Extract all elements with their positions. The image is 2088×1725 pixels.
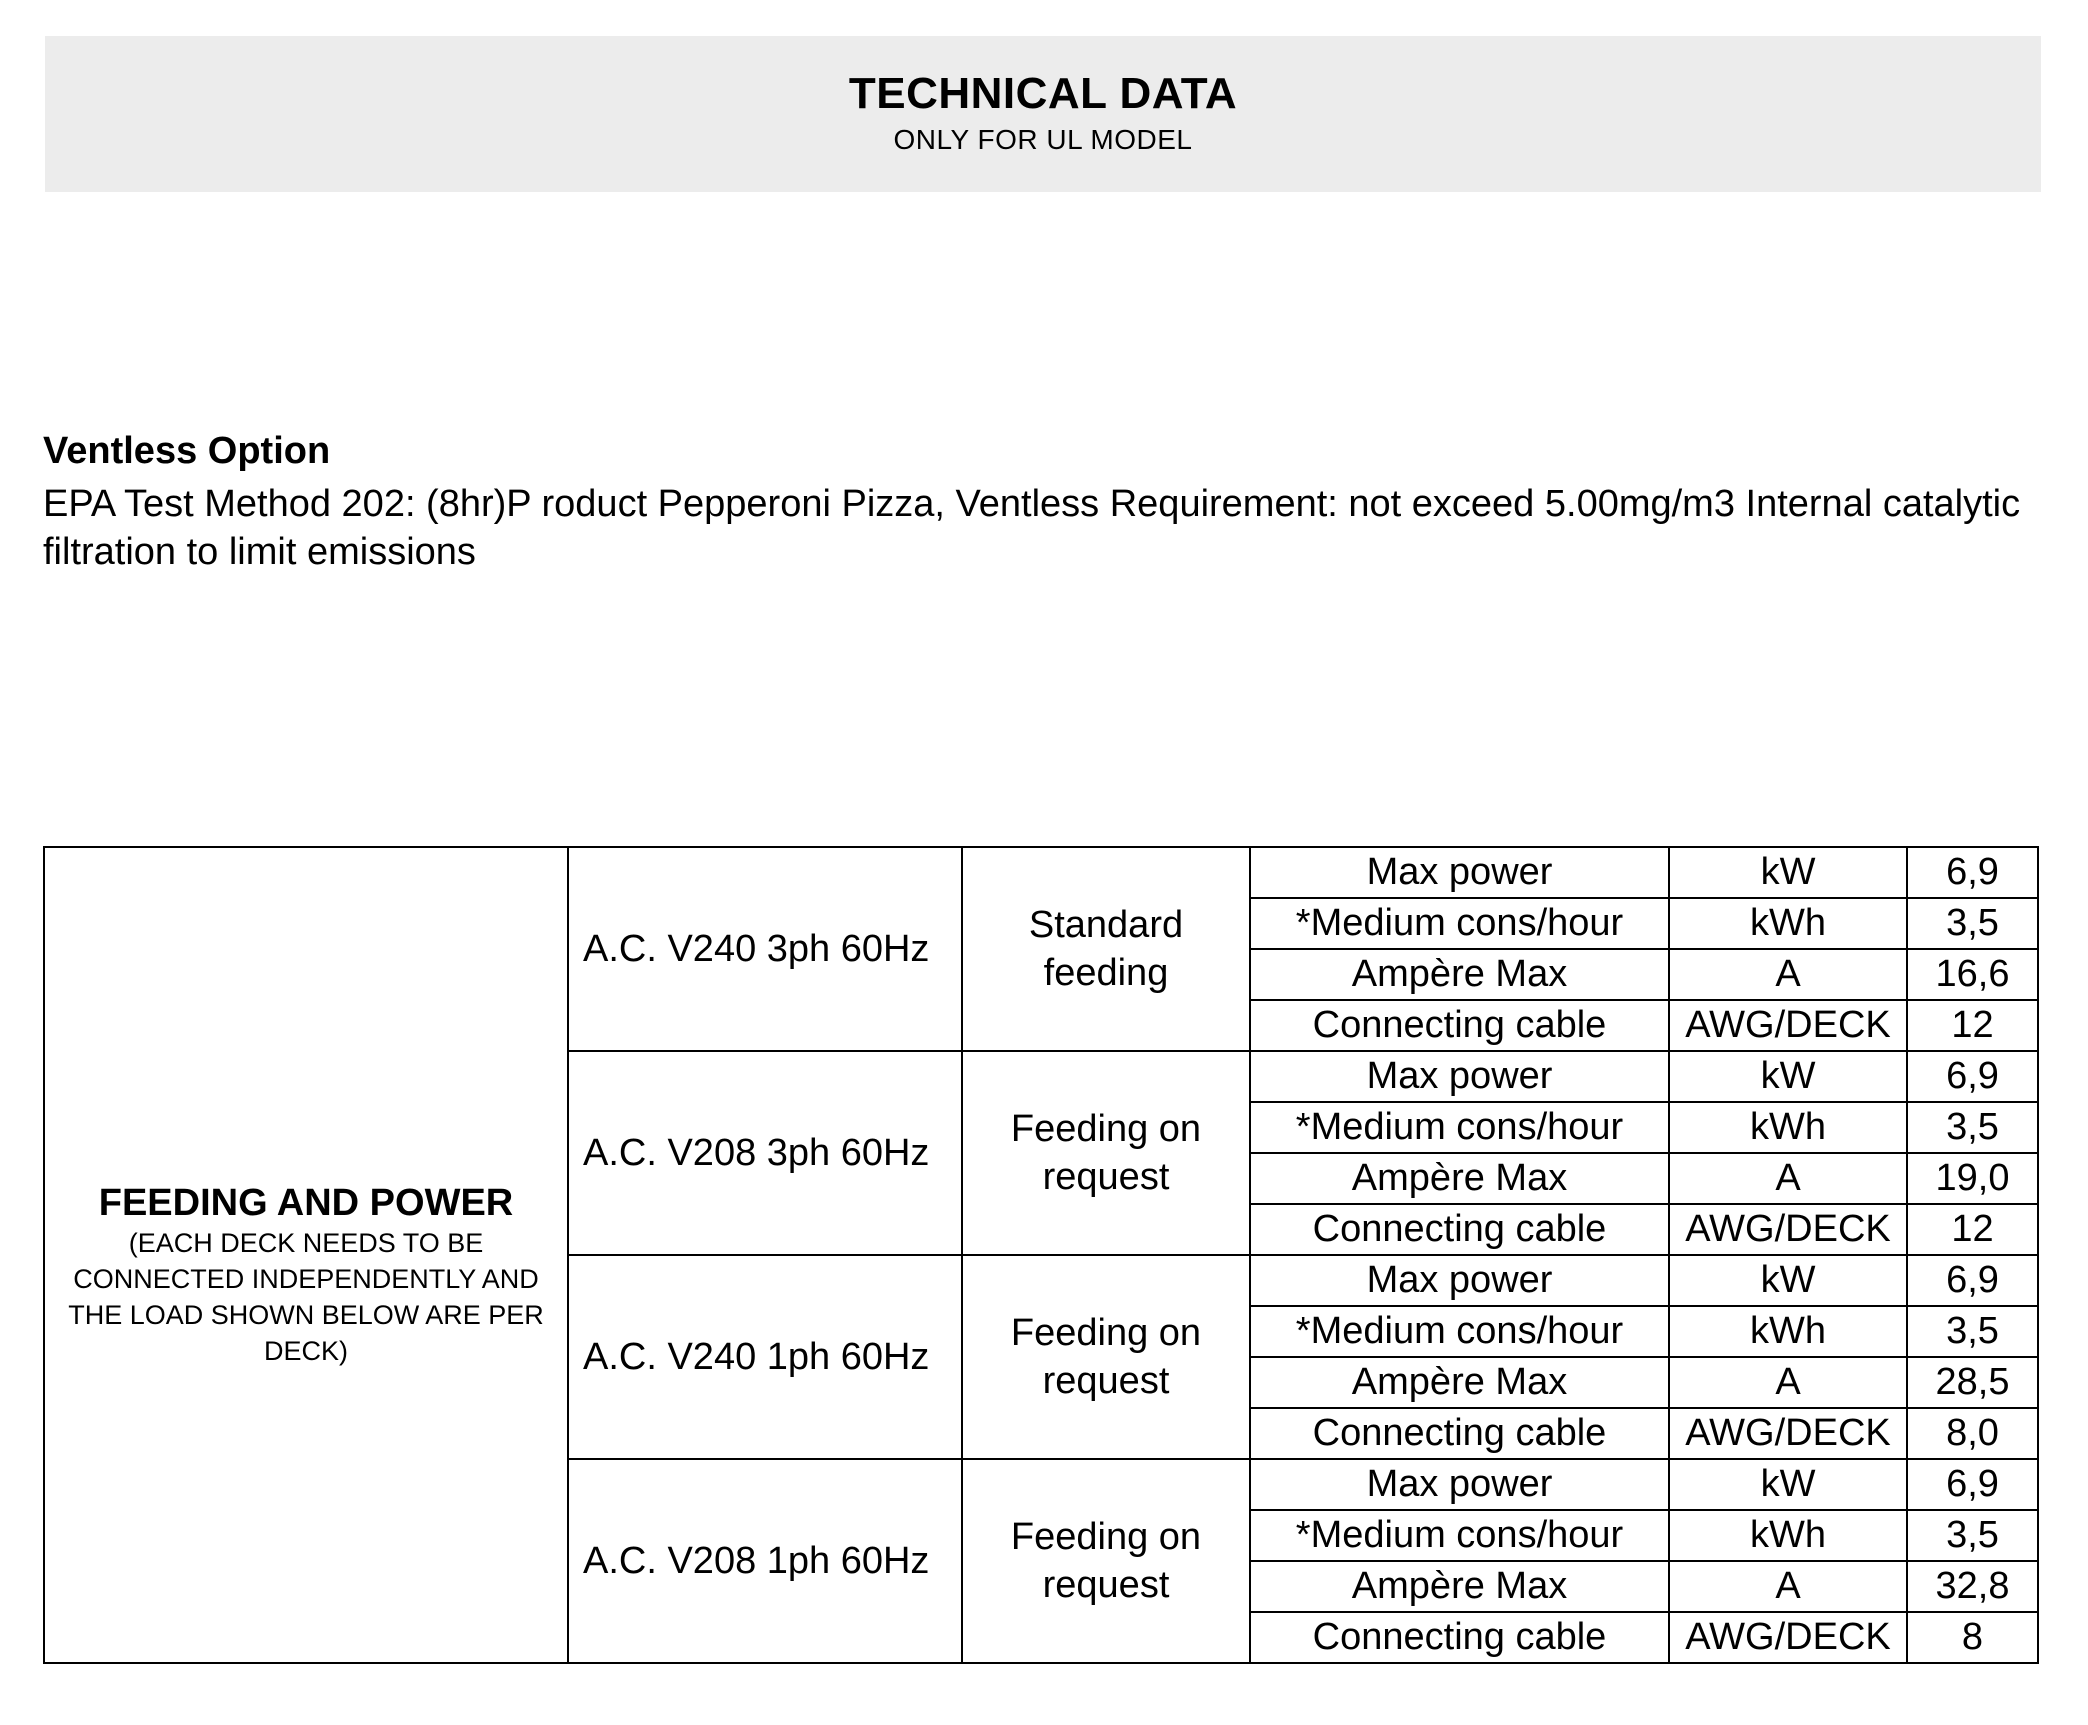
unit-cell: kWh [1669,1306,1907,1357]
unit-cell: kW [1669,847,1907,898]
unit-cell: A [1669,1357,1907,1408]
value-cell: 6,9 [1907,847,2038,898]
feeding-title: FEEDING AND POWER [98,1181,514,1224]
param-cell: Ampère Max [1250,1561,1669,1612]
value-cell: 6,9 [1907,1459,2038,1510]
param-cell: *Medium cons/hour [1250,1510,1669,1561]
param-cell: Connecting cable [1250,1204,1669,1255]
param-cell: *Medium cons/hour [1250,1306,1669,1357]
value-cell: 12 [1907,1000,2038,1051]
voltage-cell: A.C. V240 3ph 60Hz [568,847,962,1051]
ventless-title: Ventless Option [43,430,331,472]
table-row [44,847,2038,898]
value-cell: 28,5 [1907,1357,2038,1408]
unit-cell: A [1669,949,1907,1000]
param-cell: Connecting cable [1250,1612,1669,1663]
unit-cell: A [1669,1153,1907,1204]
value-cell: 6,9 [1907,1051,2038,1102]
value-cell: 12 [1907,1204,2038,1255]
value-cell: 3,5 [1907,1306,2038,1357]
param-cell: Ampère Max [1250,1357,1669,1408]
param-cell: Connecting cable [1250,1408,1669,1459]
unit-cell: kW [1669,1459,1907,1510]
value-cell: 8,0 [1907,1408,2038,1459]
param-cell: Max power [1250,847,1669,898]
param-cell: Ampère Max [1250,1153,1669,1204]
feeding-mode-cell: Standard feeding [962,847,1250,1051]
ventless-text: EPA Test Method 202: (8hr)P roduct Pepperoni Pizza, Ventless Requirement: not exceed 5.00mg/m3 Internal catalytic filtration to limit emissions [43,483,2021,573]
feeding-mode-cell: Feeding on request [962,1255,1250,1459]
value-cell: 32,8 [1907,1561,2038,1612]
param-cell: *Medium cons/hour [1250,898,1669,949]
param-cell: Max power [1250,1051,1669,1102]
unit-cell: kWh [1669,1510,1907,1561]
value-cell: 8 [1907,1612,2038,1663]
param-cell: *Medium cons/hour [1250,1102,1669,1153]
unit-cell: A [1669,1561,1907,1612]
unit-cell: kW [1669,1255,1907,1306]
param-cell: Max power [1250,1255,1669,1306]
value-cell: 6,9 [1907,1255,2038,1306]
unit-cell: AWG/DECK [1669,1000,1907,1051]
unit-cell: kW [1669,1051,1907,1102]
value-cell: 3,5 [1907,898,2038,949]
voltage-cell: A.C. V208 1ph 60Hz [568,1459,962,1663]
feeding-and-power-cell [44,847,568,1663]
voltage-cell: A.C. V240 1ph 60Hz [568,1255,962,1459]
unit-cell: AWG/DECK [1669,1408,1907,1459]
unit-cell: kWh [1669,898,1907,949]
feeding-mode-cell: Feeding on request [962,1051,1250,1255]
value-cell: 3,5 [1907,1102,2038,1153]
page-subtitle: ONLY FOR UL MODEL [893,124,1193,155]
page-title: TECHNICAL DATA [848,69,1238,118]
param-cell: Ampère Max [1250,949,1669,1000]
unit-cell: AWG/DECK [1669,1612,1907,1663]
feeding-mode-cell: Feeding on request [962,1459,1250,1663]
value-cell: 16,6 [1907,949,2038,1000]
header-banner [45,36,2041,192]
voltage-cell: A.C. V208 3ph 60Hz [568,1051,962,1255]
param-cell: Connecting cable [1250,1000,1669,1051]
value-cell: 19,0 [1907,1153,2038,1204]
feeding-power-table [43,846,2039,1664]
unit-cell: kWh [1669,1102,1907,1153]
param-cell: Max power [1250,1459,1669,1510]
feeding-note: (EACH DECK NEEDS TO BE CONNECTED INDEPENDENTLY AND THE LOAD SHOWN BELOW ARE PER DECK) [68,1227,544,1366]
unit-cell: AWG/DECK [1669,1204,1907,1255]
value-cell: 3,5 [1907,1510,2038,1561]
